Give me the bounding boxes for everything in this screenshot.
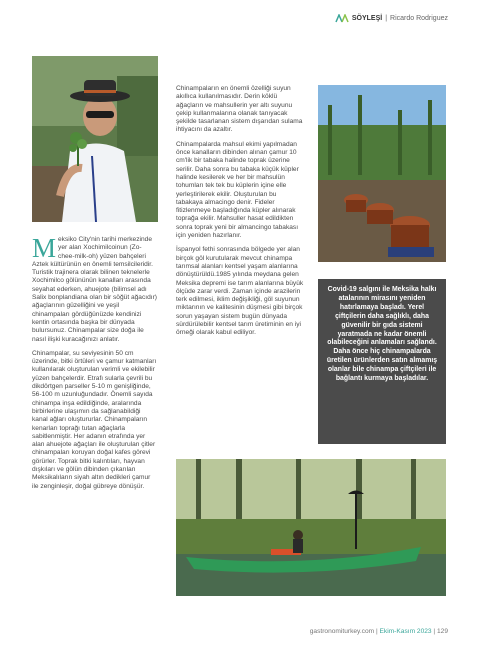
column1-paragraph-1 [32, 233, 158, 344]
column1-paragraph-1-text: eksiko City'nin tarihi merkezinde yer alan Xochimilcoinun (Zo-chee-milk-oh) yüzen bahçeleri Aztek kültürünün en önemli temsilcileridir. Turistik trajinera olarak bilinen teknelerle Xochimilco gölününün kanalları arasında seyahat ederken, ahuejote (bilimsel adı Salix bonplandiana olan bir söğüt ağacıdır) ağaçlarının güzelliğini ve yeşil chinampaları gördüğünüzde kendinizi kentin ortasında başka bir dünyada bulursunuz. Chinampalar size doğa ile nasıl ilişki kuracağınızı anlatır. [32, 236, 157, 343]
chef-photo [32, 56, 158, 222]
column2-paragraph-1: Chinampaların en önemli özelliği suyun akıllıca kullanılmasıdır. Derin köklü ağaçların ve mahsullerin yer altı suyunu çekip kullanmalarına olanak tanıyacak şekilde tasarlanan sistem dışarıdan sulama ihtiyacını da azaltır. [176, 85, 303, 134]
page-footer [310, 628, 448, 635]
column2-paragraph-2: Chinampalarda mahsul ekimi yapılmadan önce kanalların dibinden alınan çamur 10 cm'lik bir tabaka halinde toprak üzerine serilir. Daha sonra bu tabaka küçük küpler halinde kesilerek ve her bir mahsulün tohumları tek tek bu küplerin içine elle yerleştirilerek ekilir. Oluşturulan bu tabakaya almacingo denir. Fideler fitizlenmeye başladığında küpler alınarak toprağa ekilir. Mahsuller hasat edildikten sonra toprak yeni bir almancingo tabakası için yeniden hazırlanır. [176, 140, 299, 240]
footer-issue: Ekim-Kasım 2023 [379, 628, 432, 635]
canal-boat-photo [176, 459, 446, 596]
footer-separator-1: | [375, 628, 378, 635]
author-name: Ricardo Rodriguez [390, 15, 448, 22]
section-label: SÖYLEŞİ [351, 15, 383, 22]
article-column-2 [176, 85, 304, 344]
footer-separator-2: | [433, 628, 436, 635]
pull-quote-text: Covid-19 salgını ile Meksika halkı atalarının mirasını yeniden hatırlamaya başladı. Yerel çiftçilerin daha sağlıklı, daha güvenilir bir gıda sistemi yaratmada ne kadar önemli olabileceğini anlamaları sağlandı. Daha önce hiç chinampalarda üretilen ürünlerden satın almamış olanlar bile chinampa çiftçileri ile bağlantı kurmaya başladılar. [326, 286, 438, 383]
dropcap-letter: M [32, 233, 57, 263]
page-number: 129 [436, 628, 448, 635]
magazine-logo-icon [335, 14, 349, 23]
column1-paragraph-2: Chinampalar, su seviyesinin 50 cm üzerinde, bitki örtüleri ve çamur katmanları kullanılarak oluşturulan verimli ve ekilebilir yüzen bahçelerdir. Etrafı sularla çevrili bu dikdörtgen parseller 5-10 m genişliğinde, 56-100 m uzunluğundadır. Önemli sayıda chinampa inşa edildiğinde, aralarında birbirlerine ulaşımın da sağlanabildiği kanal ağları oluştururlar. Chinampaların kenarları toprağı tutan ağaçlarla sabitlenmiştir. Her adanın etrafında yer alan ahuejote ağaçları ile oluşturulan çitler chinampaları koruyan doğal kafes görevi görürler. Toprak bitki kalıntıları, hayvan dışkıları ve gölün dibinden çıkarılan Meksikalıların siyah altın dedikleri çamur ile zenginleşir, doğal gübreye dönüşür. [32, 349, 157, 490]
page-header [335, 14, 448, 23]
header-separator: | [385, 15, 388, 22]
footer-site: gastronomiturkey.com [309, 628, 375, 635]
clay-pots-photo [318, 85, 446, 262]
pull-quote-box [318, 279, 446, 444]
column2-paragraph-3: İspanyol fethi sonrasında bölgede yer alan birçok göl kurutularak mevcut chinampa tarımsal alanları kentsel yaşam alanlarına dönüştürüldü.1985 yılında meydana gelen Meksika depremi ise tarım alanlarına büyük ölçüde zarar verdi. Zaman içinde arazilerin terk edilmesi, iklim değişikliği, göl suyunun miktarının ve kalitesinin düşmesi gibi birçok sorun yaşayan sistem bugün dünyada sürdürülebilir kentsel tarım üretiminin en iyi örneği olarak kabul ediliyor. [176, 246, 304, 337]
article-column-1 [32, 233, 158, 497]
